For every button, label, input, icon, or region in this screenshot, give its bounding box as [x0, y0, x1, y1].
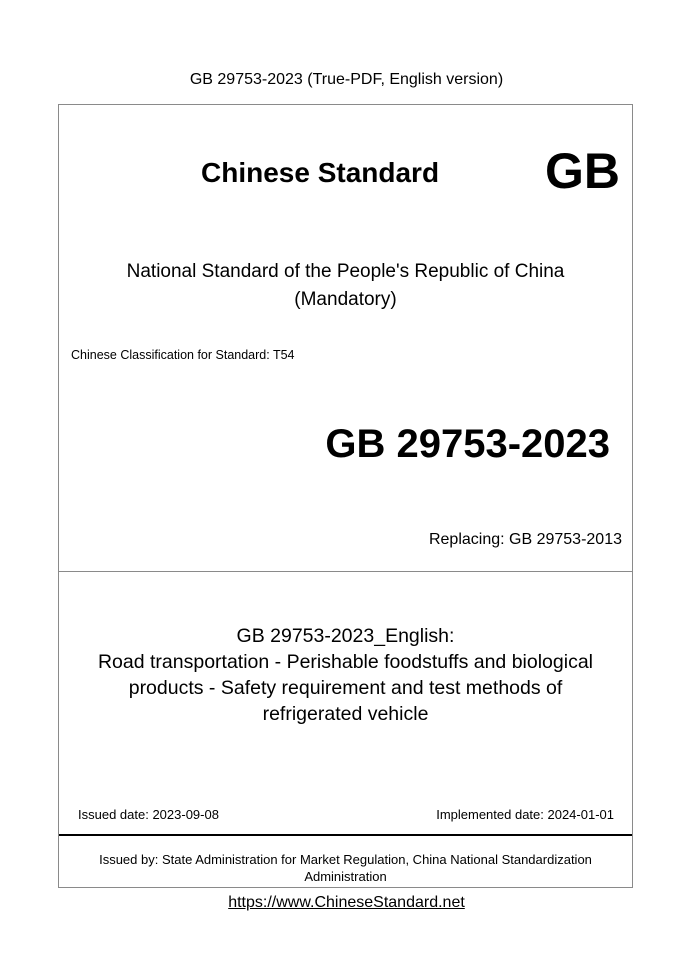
- document-title-block: [59, 623, 632, 727]
- document-header-title: GB 29753-2023 (True-PDF, English version): [189, 71, 504, 88]
- title-line: products - Safety requirement and test methods of: [128, 677, 563, 699]
- gb-mark: GB: [545, 143, 620, 199]
- website-link[interactable]: https://www.ChineseStandard.net: [228, 894, 465, 911]
- replacing-note: Replacing: GB 29753-2013: [428, 531, 622, 548]
- cover-frame: [58, 104, 633, 888]
- issued-by-line1: Issued by: State Administration for Market Regulation, China National Standardization: [99, 852, 592, 867]
- issuer-section: [59, 836, 632, 887]
- title-line: GB 29753-2023_English:: [236, 625, 455, 647]
- classification-code: Chinese Classification for Standard: T54: [71, 348, 295, 362]
- standard-number: GB 29753-2023: [325, 422, 610, 466]
- national-title-line1: National Standard of the People's Republic of China: [126, 261, 565, 282]
- title-line: Road transportation - Perishable foodstuffs and biological: [97, 651, 594, 673]
- cover-top-section: [59, 105, 632, 572]
- issued-by-line2: Administration: [304, 869, 387, 884]
- national-title-line2: (Mandatory): [294, 289, 397, 310]
- title-line: refrigerated vehicle: [262, 703, 429, 725]
- cover-title-section: [59, 572, 632, 836]
- implemented-date: Implemented date: 2024-01-01: [436, 807, 614, 822]
- issued-date: Issued date: 2023-09-08: [78, 807, 219, 822]
- national-standard-title: [59, 258, 632, 314]
- chinese-standard-heading: Chinese Standard: [201, 157, 440, 188]
- issued-by: [59, 851, 632, 885]
